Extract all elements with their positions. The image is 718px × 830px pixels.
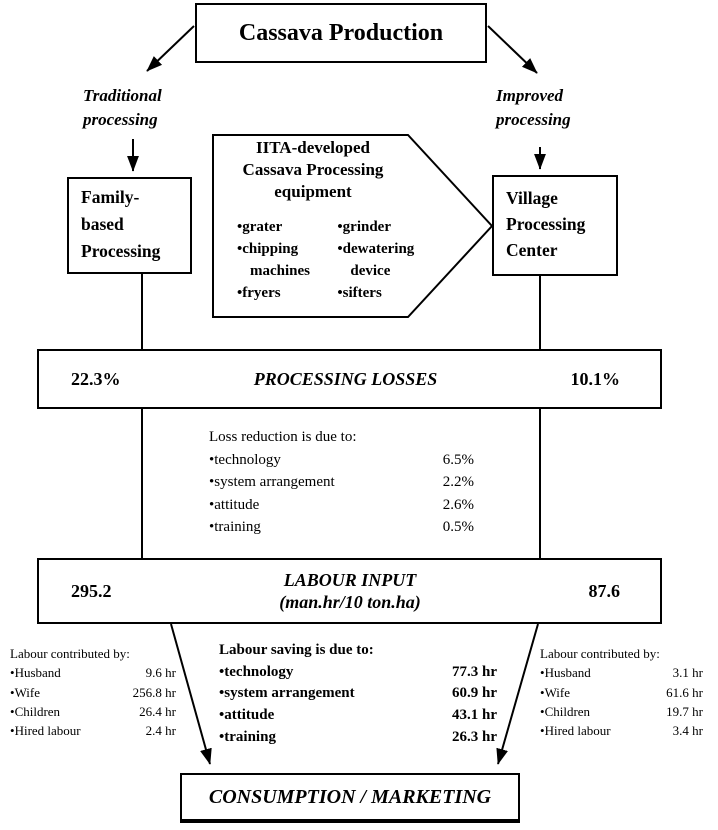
labour-left-label: • Hired labour: [10, 721, 81, 740]
labour-left-row: [10, 663, 176, 682]
family-box-line2: based: [81, 214, 124, 234]
labour-right-label: • Wife: [540, 683, 570, 702]
labour-input-title-line: LABOUR INPUT: [283, 570, 417, 590]
labour-left-value: 2.4 hr: [145, 723, 176, 739]
labour-improved-value: 87.6: [588, 580, 620, 601]
vpc-box-line3: Center: [506, 240, 558, 260]
labour-left-row: [10, 702, 176, 721]
consumption-marketing-title: CONSUMPTION / MARKETING: [208, 785, 492, 808]
improved-label-line1: Improved: [496, 86, 564, 105]
labour-right-value: 19.7 hr: [666, 703, 703, 719]
loss-reduction-row: [209, 494, 474, 517]
labour-input-title: [279, 569, 421, 613]
processing-losses-title: PROCESSING LOSSES: [253, 369, 438, 389]
labour-right-value: 3.1 hr: [672, 665, 703, 681]
loss-reduction-row: [209, 516, 474, 539]
labour-contributed-right-list: [540, 644, 703, 740]
labour-right-value: 61.6 hr: [666, 684, 703, 700]
improved-label-line2: processing: [496, 110, 571, 129]
loss-reduction-value: 2.2%: [442, 474, 474, 491]
labour-right-row: [540, 721, 703, 740]
arrow-root-to-traditional: [147, 26, 194, 71]
equipment-item: • chipping machines: [237, 238, 335, 282]
equipment-item: • sifters: [337, 282, 427, 304]
traditional-label-line2: processing: [83, 110, 158, 129]
labour-left-row: [10, 721, 176, 740]
loss-reduction-value: 2.6%: [442, 496, 474, 513]
loss-reduction-label: • system arrangement: [209, 471, 335, 494]
labour-contributed-left-list: [10, 644, 176, 740]
family-based-processing-box: [67, 177, 192, 274]
arrow-labour-to-consumption-left: [171, 624, 210, 764]
loss-reduction-value: 0.5%: [442, 519, 474, 536]
labour-left-value: 9.6 hr: [145, 665, 176, 681]
vpc-box-line1: Village: [506, 188, 558, 208]
family-box-line1: Family-: [81, 187, 140, 207]
equipment-title-line1: IITA-developed: [256, 138, 370, 157]
labour-saving-value: 26.3 hr: [452, 728, 497, 745]
arrow-root-to-improved: [488, 26, 537, 73]
labour-left-value: 256.8 hr: [132, 684, 176, 700]
loss-reduction-label: • training: [209, 516, 261, 539]
labour-saving-row: [219, 705, 497, 727]
labour-right-value: 3.4 hr: [672, 723, 703, 739]
arrow-labour-to-consumption-right: [498, 624, 538, 764]
labour-left-title: Labour contributed by:: [10, 646, 130, 661]
vpc-box-line2: Processing: [506, 214, 586, 234]
village-processing-center-box: [492, 175, 618, 276]
equipment-item: • dewatering device: [337, 238, 427, 282]
labour-left-label: • Husband: [10, 663, 61, 682]
labour-right-label: • Husband: [540, 663, 591, 682]
labour-saving-label: • system arrangement: [219, 683, 355, 705]
loss-reduction-label: • technology: [209, 449, 281, 472]
labour-right-row: [540, 663, 703, 682]
equipment-title-line2: Cassava Processing: [242, 160, 384, 179]
labour-saving-label: • attitude: [219, 705, 274, 727]
labour-saving-label: • technology: [219, 662, 293, 684]
traditional-label-line1: Traditional: [83, 86, 162, 105]
labour-saving-row: [219, 662, 497, 684]
labour-saving-value: 43.1 hr: [452, 707, 497, 724]
labour-right-row: [540, 702, 703, 721]
labour-saving-title: Labour saving is due to:: [219, 642, 374, 658]
labour-left-label: • Children: [10, 702, 60, 721]
labour-saving-value: 60.9 hr: [452, 685, 497, 702]
equipment-item: • grater: [237, 216, 335, 238]
cassava-production-title: Cassava Production: [238, 19, 444, 46]
loss-reduction-row: [209, 449, 474, 472]
losses-traditional-value: 22.3%: [71, 368, 121, 389]
labour-saving-row: [219, 727, 497, 749]
labour-saving-value: 77.3 hr: [452, 663, 497, 680]
processing-losses-bar: [37, 349, 662, 409]
labour-saving-label: • training: [219, 727, 276, 749]
equipment-list-right: [337, 216, 427, 304]
labour-input-unit: (man.hr/10 ton.ha): [279, 592, 421, 612]
equipment-item: • fryers: [237, 282, 335, 304]
labour-saving-row: [219, 683, 497, 705]
loss-reduction-list: [209, 426, 474, 539]
labour-saving-list: [219, 640, 497, 749]
loss-reduction-value: 6.5%: [442, 451, 474, 468]
labour-right-title: Labour contributed by:: [540, 646, 660, 661]
losses-improved-value: 10.1%: [570, 368, 620, 389]
labour-right-row: [540, 683, 703, 702]
labour-input-bar: [37, 558, 662, 624]
equipment-item-lists: [237, 216, 427, 304]
equipment-title: [216, 137, 410, 203]
loss-reduction-row: [209, 471, 474, 494]
consumption-marketing-box: [180, 773, 520, 823]
loss-reduction-title: Loss reduction is due to:: [209, 429, 357, 445]
loss-reduction-label: • attitude: [209, 494, 259, 517]
equipment-list-left: [237, 216, 335, 304]
labour-left-label: • Wife: [10, 683, 40, 702]
equipment-title-line3: equipment: [274, 182, 352, 201]
labour-traditional-value: 295.2: [71, 580, 112, 601]
labour-left-value: 26.4 hr: [139, 703, 176, 719]
family-box-line3: Processing: [81, 241, 161, 261]
traditional-processing-label: [83, 84, 162, 132]
labour-left-row: [10, 683, 176, 702]
improved-processing-label: [496, 84, 571, 132]
labour-right-label: • Children: [540, 702, 590, 721]
cassava-production-box: [195, 3, 487, 63]
equipment-item: • grinder: [337, 216, 427, 238]
labour-right-label: • Hired labour: [540, 721, 611, 740]
